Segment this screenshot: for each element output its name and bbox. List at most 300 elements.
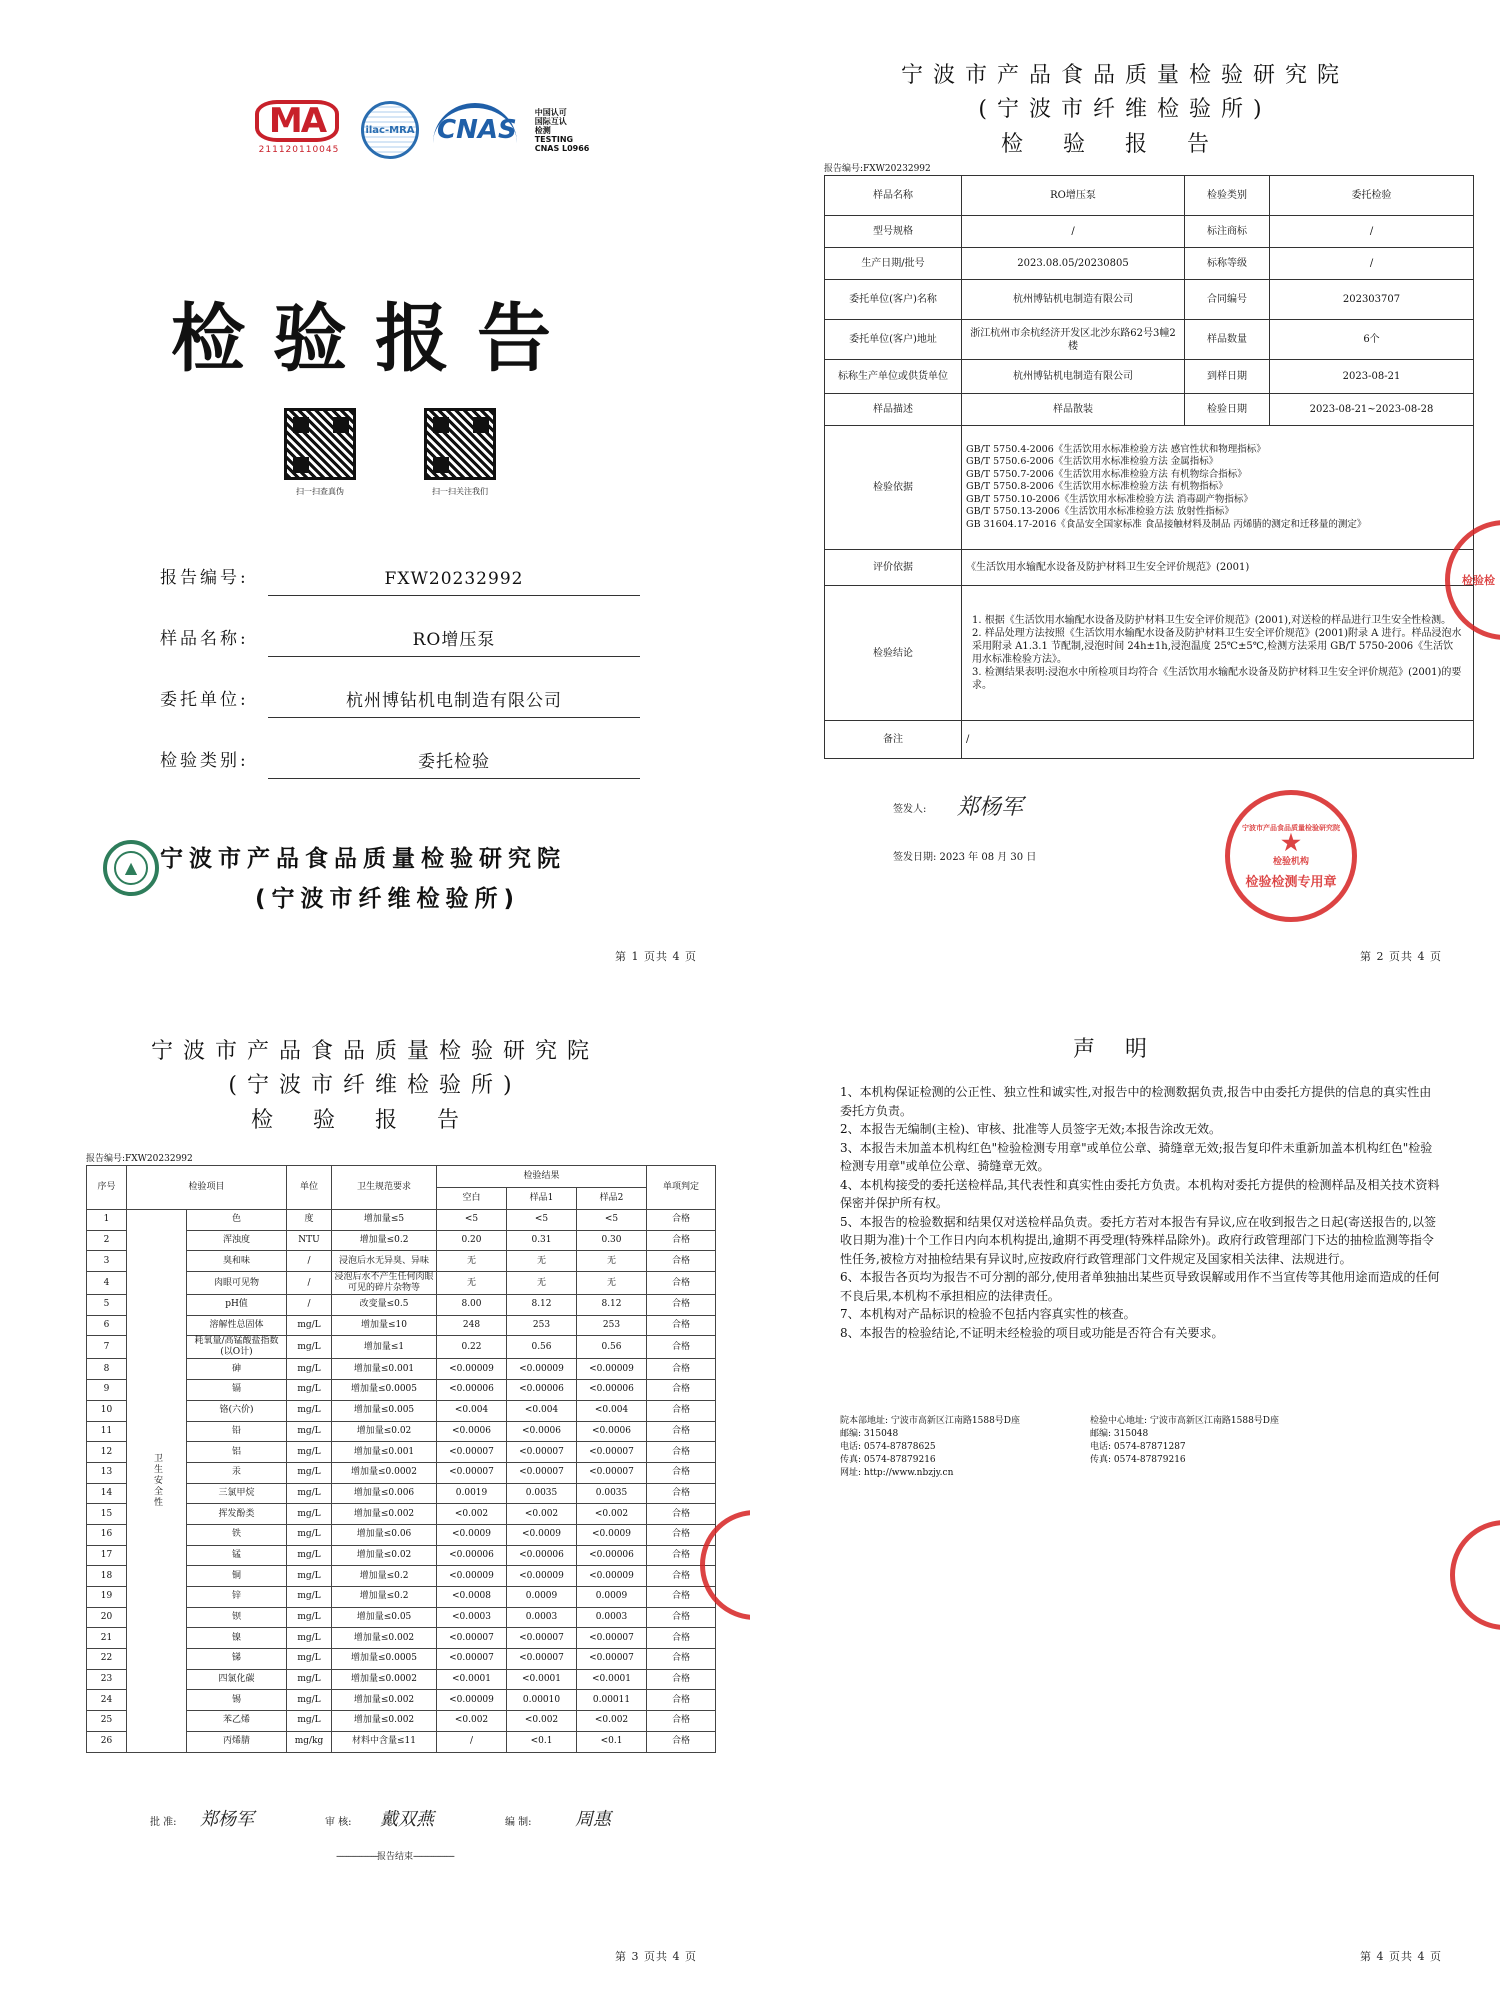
table-cell: 浸泡后水无异臭、异味 (332, 1251, 437, 1272)
edge-seal (1450, 1520, 1500, 1630)
basis-item: GB/T 5750.7-2006《生活饮用水标准检验方法 有机物综合指标》 (966, 468, 1247, 480)
cnas-label: CNAS (437, 115, 517, 145)
table-cell: <0.0001 (507, 1669, 577, 1690)
table-cell: <0.00007 (577, 1442, 647, 1463)
conclusion-list (962, 586, 1474, 721)
table-cell: 合格 (647, 1649, 716, 1670)
table-cell: 14 (87, 1483, 127, 1504)
table-cell: <0.00006 (577, 1380, 647, 1401)
table-cell: 16 (87, 1524, 127, 1545)
table-cell: 0.0035 (507, 1483, 577, 1504)
table-cell: mg/L (287, 1400, 332, 1421)
cnas-side-text (535, 108, 590, 153)
table-cell: <0.1 (577, 1731, 647, 1752)
declaration-item: 6、本报告各页均为报告不可分割的部分,使用者单独抽出某些页导致误解或用作不当宣传等其他用途而造成的任何不良后果,本机构不承担相应的法律责任。 (840, 1270, 1440, 1303)
row-label: 合同编号 (1185, 280, 1270, 320)
table-cell: 24 (87, 1690, 127, 1711)
table-cell: 无 (437, 1272, 507, 1295)
col-header: 检验项目 (127, 1166, 287, 1210)
report-cover-page (0, 0, 750, 1000)
table-cell: <0.00007 (577, 1628, 647, 1649)
table-cell: pH值 (187, 1295, 287, 1316)
table-cell: mg/L (287, 1649, 332, 1670)
table-cell: <0.00009 (437, 1566, 507, 1587)
cnas-side-line: 中国认可 (534, 107, 567, 117)
table-cell: 合格 (647, 1295, 716, 1316)
table-cell: 0.0035 (577, 1483, 647, 1504)
table-cell: 锌 (187, 1587, 287, 1608)
table-cell: NTU (287, 1230, 332, 1251)
conclusion-item: 2. 样品处理方法按照《生活饮用水输配水设备及防护材料卫生安全评价规范》(2001)附录 A 进行。样品浸泡水采用附录 A1.3.1 节配制,浸泡时间 24h±1h,浸泡温度 25℃±5℃,检测方法采用 GB/T 5750-2006《生活饮用水标准检验方法》。 (972, 628, 1462, 665)
table-cell: <0.00006 (437, 1545, 507, 1566)
table-cell: 增加量≤10 (332, 1315, 437, 1336)
table-cell: 无 (577, 1251, 647, 1272)
table-cell: <0.0006 (577, 1421, 647, 1442)
table-cell: <5 (437, 1210, 507, 1231)
table-cell: 汞 (187, 1462, 287, 1483)
field-value: FXW20232992 (268, 562, 640, 596)
contact-link[interactable]: 网址: http://www.nbzjy.cn (840, 1468, 954, 1478)
table-cell: <0.0001 (437, 1669, 507, 1690)
table-cell: 8.12 (507, 1295, 577, 1316)
table-cell: <0.002 (437, 1711, 507, 1732)
table-cell: 0.0019 (437, 1483, 507, 1504)
cma-number: 211120110045 (258, 145, 340, 155)
table-cell: 2 (87, 1230, 127, 1251)
table-header-row (87, 1166, 716, 1188)
table-cell: 合格 (647, 1336, 716, 1359)
table-cell: / (287, 1295, 332, 1316)
contact-line: 检验中心地址: 宁波市高新区江南路1588号D座 (1090, 1416, 1280, 1426)
table-cell: mg/L (287, 1711, 332, 1732)
declaration-list (840, 1083, 1440, 1342)
table-cell: 0.56 (507, 1336, 577, 1359)
group-label: 卫生安全性 (127, 1210, 187, 1753)
table-cell: 增加量≤0.02 (332, 1545, 437, 1566)
row-label: 委托单位(客户)地址 (825, 320, 962, 360)
table-row (825, 360, 1474, 394)
row-label: 样品数量 (1185, 320, 1270, 360)
table-cell: 增加量≤0.0002 (332, 1462, 437, 1483)
table-cell: 15 (87, 1504, 127, 1525)
table-cell: 0.00010 (507, 1690, 577, 1711)
table-cell: 合格 (647, 1272, 716, 1295)
table-cell: 26 (87, 1731, 127, 1752)
table-cell: 肉眼可见物 (187, 1272, 287, 1295)
table-cell: 8.12 (577, 1295, 647, 1316)
table-cell: 铜 (187, 1566, 287, 1587)
report-number-field (160, 556, 640, 596)
row-label: 标称等级 (1185, 248, 1270, 280)
table-cell: 19 (87, 1587, 127, 1608)
table-cell: 9 (87, 1380, 127, 1401)
contact-line: 院本部地址: 宁波市高新区江南路1588号D座 (840, 1416, 1021, 1426)
table-cell: 0.56 (577, 1336, 647, 1359)
row-label: 样品描述 (825, 394, 962, 426)
table-cell: <0.00007 (437, 1462, 507, 1483)
cma-mark: MA (255, 100, 339, 142)
declaration-page (750, 1000, 1500, 2000)
table-cell: 合格 (647, 1230, 716, 1251)
row-value: 6个 (1270, 320, 1474, 360)
table-cell: 增加量≤0.0005 (332, 1380, 437, 1401)
table-cell: 253 (577, 1315, 647, 1336)
edge-seal-text: 检验检 (1462, 574, 1495, 587)
table-cell: 溶解性总固体 (187, 1315, 287, 1336)
table-row (825, 394, 1474, 426)
cover-title: 检验报告 (171, 296, 579, 382)
table-cell: <5 (577, 1210, 647, 1231)
table-cell: <5 (507, 1210, 577, 1231)
table-cell: 无 (507, 1251, 577, 1272)
verify-qr-code[interactable] (284, 408, 356, 480)
table-cell: <0.00006 (577, 1545, 647, 1566)
table-cell: <0.0006 (507, 1421, 577, 1442)
table-cell: 增加量≤0.002 (332, 1690, 437, 1711)
follow-qr-block (424, 408, 496, 497)
col-header: 样品1 (507, 1188, 577, 1210)
declaration-item: 5、本报告的检验数据和结果仅对送检样品负责。委托方若对本报告有异议,应在收到报告之日起(寄送报告的,以签收日期为准)十个工作日内向本机构提出,逾期不再受理(特殊样品除外)。政府行政管理部门下达的抽检监测等指令性任务,被检方对抽检结果有异议时,应按政府行政管理部门文件规定及国家相关法律、法规进行。 (840, 1214, 1436, 1266)
table-cell: <0.00009 (437, 1359, 507, 1380)
table-cell: 铝 (187, 1442, 287, 1463)
table-cell: / (437, 1731, 507, 1752)
table-cell: 4 (87, 1272, 127, 1295)
edit-label: 编 制: (505, 1817, 532, 1828)
conclusion-item: 3. 检测结果表明:浸泡水中所检项目均符合《生活饮用水输配水设备及防护材料卫生安全评价规范》(2001)的要求。 (972, 667, 1462, 691)
basis-item: GB/T 5750.13-2006《生活饮用水标准检验方法 放射性指标》 (966, 506, 1234, 518)
field-value: 委托检验 (268, 745, 640, 779)
approve-signature: 郑杨军 (200, 1809, 254, 1830)
report-number: 报告编号:FXW20232992 (86, 1154, 193, 1164)
table-cell: 无 (437, 1251, 507, 1272)
declaration-item: 7、本机构对产品标识的检验不包括内容真实性的核查。 (840, 1307, 1136, 1321)
table-cell: 合格 (647, 1545, 716, 1566)
table-cell: mg/L (287, 1504, 332, 1525)
table-cell: 耗氧量/高锰酸盐指数(以O计) (187, 1336, 287, 1359)
table-row (825, 586, 1474, 721)
table-cell: mg/L (287, 1359, 332, 1380)
table-cell: 合格 (647, 1315, 716, 1336)
table-cell: 镍 (187, 1628, 287, 1649)
basis-item: GB/T 5750.4-2006《生活饮用水标准检验方法 感官性状和物理指标》 (966, 443, 1266, 455)
table-cell: <0.00007 (437, 1649, 507, 1670)
table-cell: 材料中含量≤11 (332, 1731, 437, 1752)
table-cell: <0.002 (577, 1711, 647, 1732)
table-cell: 丙烯腈 (187, 1731, 287, 1752)
table-cell: <0.0001 (577, 1669, 647, 1690)
table-cell: 8 (87, 1359, 127, 1380)
header-institute-sub: (宁波市纤维检验所) (228, 1073, 522, 1098)
table-cell: 增加量≤0.002 (332, 1628, 437, 1649)
table-cell: 增加量≤0.2 (332, 1230, 437, 1251)
col-header: 单项判定 (647, 1166, 716, 1210)
table-cell: 8.00 (437, 1295, 507, 1316)
table-cell: 增加量≤0.0002 (332, 1669, 437, 1690)
table-cell: 248 (437, 1315, 507, 1336)
table-cell: mg/L (287, 1566, 332, 1587)
table-cell: 0.0009 (577, 1587, 647, 1608)
field-label: 报告编号: (160, 568, 249, 588)
table-row (825, 280, 1474, 320)
cma-logo (255, 100, 343, 160)
table-cell: 色 (187, 1210, 287, 1231)
table-cell: <0.0009 (507, 1524, 577, 1545)
table-cell: 铁 (187, 1524, 287, 1545)
declaration-item: 1、本机构保证检测的公正性、独立性和诚实性,对报告中的检测数据负责,报告中由委托方提供的信息的真实性由委托方负责。 (840, 1085, 1432, 1118)
field-label: 检验类别: (160, 751, 249, 771)
table-cell: 增加量≤1 (332, 1336, 437, 1359)
row-label: 备注 (825, 721, 962, 759)
table-cell: <0.00006 (507, 1545, 577, 1566)
basis-item: GB/T 5750.10-2006《生活饮用水标准检验方法 消毒副产物指标》 (966, 493, 1253, 505)
row-value: 浙江杭州市余杭经济开发区北沙东路62号3幢2楼 (962, 320, 1185, 360)
contact-line: 传真: 0574-87879216 (840, 1455, 936, 1465)
issuer-signature: 郑杨军 (957, 795, 1024, 820)
table-row (825, 721, 1474, 759)
table-cell: mg/L (287, 1462, 332, 1483)
field-value: 杭州博钻机电制造有限公司 (268, 684, 640, 718)
row-value: / (962, 216, 1185, 248)
contact-line: 传真: 0574-87879216 (1090, 1455, 1186, 1465)
table-cell: <0.00007 (577, 1649, 647, 1670)
table-cell: 6 (87, 1315, 127, 1336)
table-cell: 21 (87, 1628, 127, 1649)
inspection-type-field (160, 739, 640, 779)
review-signature: 戴双燕 (380, 1809, 434, 1830)
table-cell: 合格 (647, 1504, 716, 1525)
table-cell: 合格 (647, 1462, 716, 1483)
table-cell: 0.0003 (507, 1607, 577, 1628)
row-value: 样品散装 (962, 394, 1185, 426)
table-cell: <0.0003 (437, 1607, 507, 1628)
col-header: 序号 (87, 1166, 127, 1210)
table-cell: mg/L (287, 1545, 332, 1566)
verify-qr-block (284, 408, 356, 497)
row-value: RO增压泵 (962, 176, 1185, 216)
table-cell: 合格 (647, 1400, 716, 1421)
row-label: 检验类别 (1185, 176, 1270, 216)
table-cell: 无 (507, 1272, 577, 1295)
table-cell: 合格 (647, 1628, 716, 1649)
page-number: 第 1 页共 4 页 (615, 950, 697, 963)
page-number: 第 4 页共 4 页 (1360, 1950, 1442, 1963)
table-cell: 合格 (647, 1210, 716, 1231)
table-cell: 增加量≤0.2 (332, 1587, 437, 1608)
table-row (825, 550, 1474, 586)
table-cell: <0.00009 (577, 1359, 647, 1380)
table-cell: <0.002 (577, 1504, 647, 1525)
table-cell: <0.0008 (437, 1587, 507, 1608)
table-cell: 0.0003 (577, 1607, 647, 1628)
table-cell: mg/L (287, 1669, 332, 1690)
follow-qr-caption: 扫一扫关注我们 (432, 487, 488, 496)
seal-top-text: 宁波市产品食品质量检验研究院 (1242, 822, 1340, 832)
follow-qr-code[interactable] (424, 408, 496, 480)
row-value: 委托检验 (1270, 176, 1474, 216)
table-cell: <0.00007 (507, 1649, 577, 1670)
edit-signature: 周惠 (575, 1809, 611, 1830)
report-end-line: --------------------报告结束-------------------- (336, 1852, 454, 1862)
page-number: 第 3 页共 4 页 (615, 1950, 697, 1963)
table-cell: 合格 (647, 1442, 716, 1463)
table-cell: / (287, 1251, 332, 1272)
basis-item: GB/T 5750.8-2006《生活饮用水标准检验方法 有机物指标》 (966, 481, 1228, 493)
field-label: 样品名称: (160, 629, 249, 649)
table-cell: <0.00009 (437, 1690, 507, 1711)
col-header: 检验结果 (437, 1166, 647, 1188)
table-cell: 7 (87, 1336, 127, 1359)
table-cell: mg/L (287, 1524, 332, 1545)
table-cell: 23 (87, 1669, 127, 1690)
table-cell: 合格 (647, 1566, 716, 1587)
table-cell: 3 (87, 1251, 127, 1272)
table-cell: mg/L (287, 1607, 332, 1628)
table-cell: 5 (87, 1295, 127, 1316)
page-number: 第 2 页共 4 页 (1360, 950, 1442, 963)
row-value: 2023.08.05/20230805 (962, 248, 1185, 280)
table-cell: 锑 (187, 1649, 287, 1670)
table-cell: <0.002 (507, 1504, 577, 1525)
row-value: 2023-08-21 (1270, 360, 1474, 394)
table-cell: 22 (87, 1649, 127, 1670)
table-cell: 增加量≤0.2 (332, 1566, 437, 1587)
results-table (86, 1165, 716, 1753)
table-cell: mg/L (287, 1483, 332, 1504)
table-cell: 合格 (647, 1607, 716, 1628)
col-header: 空白 (437, 1188, 507, 1210)
star-icon: ★ (1281, 829, 1301, 856)
institute-name: 宁波市产品食品质量检验研究院 (160, 846, 566, 872)
hq-contact (840, 1415, 1020, 1480)
row-value: 杭州博钻机电制造有限公司 (962, 280, 1185, 320)
results-body (87, 1210, 716, 1753)
table-row (825, 216, 1474, 248)
conclusion-item: 1. 根据《生活饮用水输配水设备及防护材料卫生安全评价规范》(2001),对送检的样品进行卫生安全性检测。 (972, 615, 1452, 626)
sample-name-field (160, 617, 640, 657)
table-cell: 镉 (187, 1380, 287, 1401)
table-cell: 合格 (647, 1483, 716, 1504)
table-cell: 0.00011 (577, 1690, 647, 1711)
table-cell: 0.22 (437, 1336, 507, 1359)
institute-subname: (宁波市纤维检验所) (255, 886, 521, 912)
table-cell: 增加量≤0.0005 (332, 1649, 437, 1670)
cnas-side-line: TESTING (534, 134, 574, 144)
table-cell: <0.0006 (437, 1421, 507, 1442)
table-cell: 253 (507, 1315, 577, 1336)
table-cell: 增加量≤0.05 (332, 1607, 437, 1628)
table-cell: 改变量≤0.5 (332, 1295, 437, 1316)
row-label: 检验日期 (1185, 394, 1270, 426)
table-cell: <0.002 (437, 1504, 507, 1525)
basis-list (962, 426, 1474, 550)
cnas-side-line: 国际互认 (534, 116, 567, 126)
table-cell: 25 (87, 1711, 127, 1732)
table-cell: <0.00007 (437, 1442, 507, 1463)
declaration-item: 8、本报告的检验结论,不证明未经检验的项目或功能是否符合有关要求。 (840, 1325, 1224, 1340)
table-cell: 20 (87, 1607, 127, 1628)
col-header: 样品2 (577, 1188, 647, 1210)
table-cell: 四氯化碳 (187, 1669, 287, 1690)
table-row (825, 320, 1474, 360)
table-cell: <0.00007 (507, 1462, 577, 1483)
table-cell: 合格 (647, 1359, 716, 1380)
table-cell: 合格 (647, 1669, 716, 1690)
table-cell: 臭和味 (187, 1251, 287, 1272)
table-cell: 11 (87, 1421, 127, 1442)
table-cell: mg/L (287, 1380, 332, 1401)
table-cell: 0.20 (437, 1230, 507, 1251)
row-value: 杭州博钻机电制造有限公司 (962, 360, 1185, 394)
table-cell: <0.00007 (507, 1442, 577, 1463)
row-label: 型号规格 (825, 216, 962, 248)
verify-qr-caption: 扫一扫查真伪 (296, 487, 344, 496)
field-label: 委托单位: (160, 690, 249, 710)
table-cell: 0.31 (507, 1230, 577, 1251)
table-cell: 17 (87, 1545, 127, 1566)
row-label: 评价依据 (825, 550, 962, 586)
table-row (825, 248, 1474, 280)
declaration-title: 声明 (1072, 1037, 1177, 1062)
table-cell: 增加量≤0.001 (332, 1359, 437, 1380)
row-label: 到样日期 (1185, 360, 1270, 394)
table-cell: mg/L (287, 1690, 332, 1711)
table-cell: <0.004 (507, 1400, 577, 1421)
row-label: 检验依据 (825, 426, 962, 550)
table-cell: 合格 (647, 1380, 716, 1401)
table-cell: <0.0009 (577, 1524, 647, 1545)
seal-mid-text: 检验机构 (1272, 856, 1309, 867)
table-cell: 0.0009 (507, 1587, 577, 1608)
table-cell: 10 (87, 1400, 127, 1421)
client-field (160, 678, 640, 718)
row-value: / (962, 721, 1474, 759)
header-institute-sub: (宁波市纤维检验所) (978, 97, 1272, 122)
header-institute: 宁波市产品食品质量检验研究院 (900, 63, 1349, 88)
table-cell: 苯乙烯 (187, 1711, 287, 1732)
report-end-text: 报告结束 (376, 1852, 413, 1862)
summary-table (824, 175, 1474, 759)
row-value: 《生活饮用水输配水设备及防护材料卫生安全评价规范》(2001) (962, 550, 1474, 586)
issuer-label: 签发人: (893, 804, 927, 815)
table-cell: mg/L (287, 1336, 332, 1359)
ilac-label: ilac-MRA (365, 124, 415, 136)
table-cell: <0.004 (437, 1400, 507, 1421)
header-institute: 宁波市产品食品质量检验研究院 (150, 1039, 599, 1064)
table-cell: 增加量≤0.06 (332, 1524, 437, 1545)
table-cell: <0.004 (577, 1400, 647, 1421)
table-cell: 锡 (187, 1690, 287, 1711)
table-cell: 增加量≤0.002 (332, 1711, 437, 1732)
row-value: 202303707 (1270, 280, 1474, 320)
approve-label: 批 准: (150, 1817, 177, 1828)
table-cell: <0.0009 (437, 1524, 507, 1545)
cnas-arc-icon (433, 103, 517, 143)
table-cell: 三氯甲烷 (187, 1483, 287, 1504)
table-cell: 砷 (187, 1359, 287, 1380)
table-cell: 合格 (647, 1711, 716, 1732)
review-label: 审 核: (325, 1817, 352, 1828)
contact-line: 电话: 0574-87878625 (840, 1442, 936, 1452)
header-report-title: 检验报告 (1000, 132, 1249, 157)
report-number: 报告编号:FXW20232992 (824, 164, 931, 174)
table-cell: <0.00007 (577, 1462, 647, 1483)
col-header: 卫生规范要求 (332, 1166, 437, 1210)
declaration-item: 2、本报告无编制(主检)、审核、批准等人员签字无效;本报告涂改无效。 (840, 1122, 1222, 1136)
table-cell: mg/L (287, 1587, 332, 1608)
contact-line: 邮编: 315048 (840, 1429, 899, 1439)
table-cell: 钡 (187, 1607, 287, 1628)
table-cell: mg/kg (287, 1731, 332, 1752)
